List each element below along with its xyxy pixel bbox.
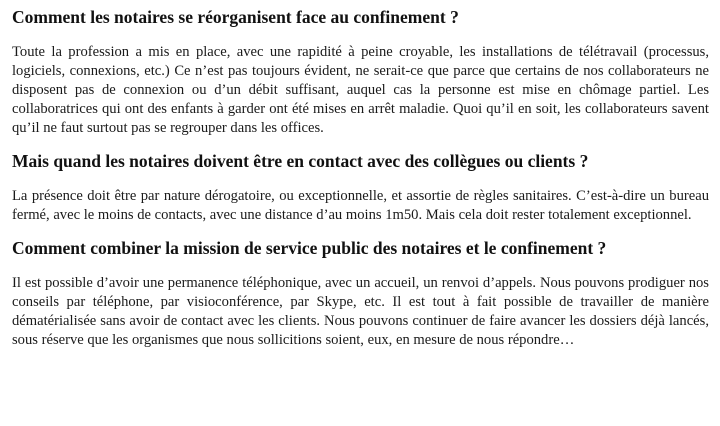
section-reorganisation (12, 6, 709, 138)
section-service-public (12, 237, 709, 350)
section-heading: Comment les notaires se réorganisent face au confinement ? (12, 7, 459, 27)
section-contact (12, 150, 709, 225)
section-paragraph: La présence doit être par nature dérogatoire, ou exceptionnelle, et assortie de règles sanitaires. C’est-à-dire un bureau fermé, avec le moins de contacts, avec une distance d’au moins 1m50. Mais cela doit rester totalement exceptionnel. (12, 188, 709, 223)
section-heading: Mais quand les notaires doivent être en contact avec des collègues ou clients ? (12, 151, 589, 171)
section-heading: Comment combiner la mission de service public des notaires et le confinement ? (12, 238, 607, 258)
article (12, 6, 709, 350)
section-paragraph: Toute la profession a mis en place, avec une rapidité à peine croyable, les installations de télétravail (processus, logiciels, connexions, etc.) Ce n’est pas toujours évident, ne serait-ce que parce que certains de nos collaborateurs ne disposent pas de connexion ou d’un débit suffisant, auquel cas la personne est mise en chômage partiel. Les collaboratrices qui ont des enfants à garder ont été mises en arrêt maladie. Quoi qu’il en soit, les collaborateurs savent qu’il ne faut surtout pas se regrouper dans les offices. (12, 44, 709, 136)
section-paragraph: Il est possible d’avoir une permanence téléphonique, avec un accueil, un renvoi d’appels. Nous pouvons prodiguer nos conseils par téléphone, par visioconférence, par Skype, etc. Il est tout à fait possible de travailler de manière dématérialisée sans avoir de contact avec les clients. Nous pouvons continuer de faire avancer les dossiers déjà lancés, sous réserve que les organismes que nous sollicitions soient, eux, en mesure de nous répondre… (12, 275, 709, 348)
